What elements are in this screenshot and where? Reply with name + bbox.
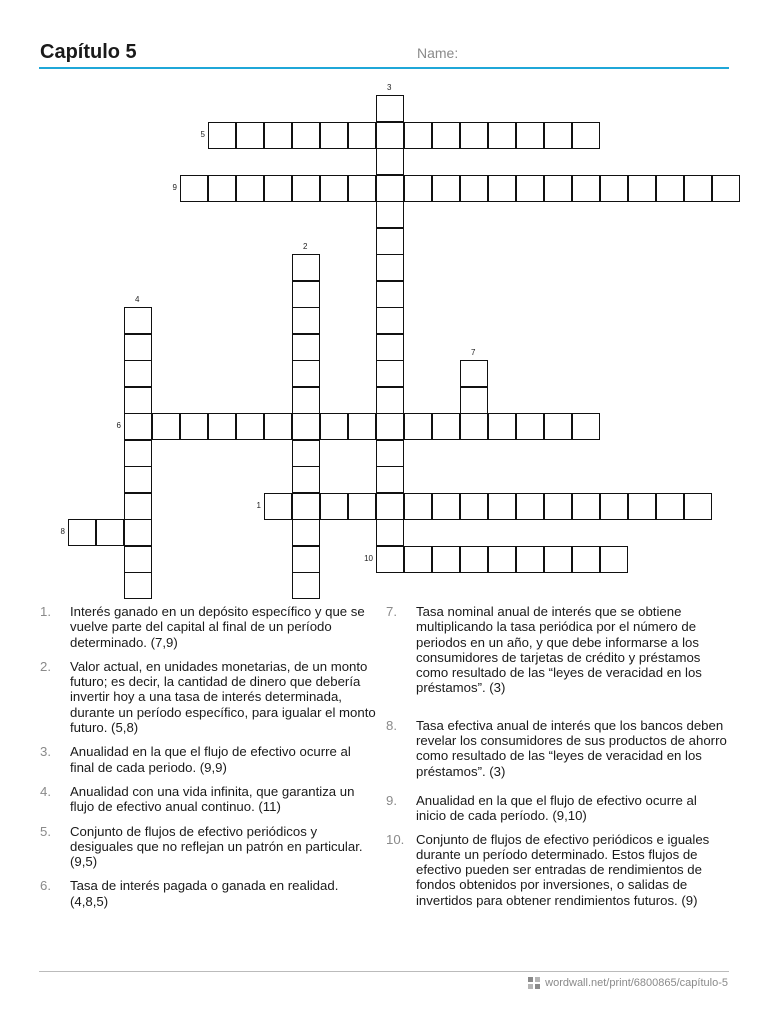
clue-text: Conjunto de flujos de efectivo periódicos y desiguales que no reflejan un patrón en particular. (9,5) xyxy=(70,823,363,870)
clue-number: 5. xyxy=(40,823,51,839)
crossword-cell[interactable] xyxy=(376,228,404,255)
crossword-cell[interactable] xyxy=(236,413,264,440)
crossword-cell[interactable] xyxy=(68,519,96,546)
crossword-cell[interactable] xyxy=(152,413,180,440)
crossword-cell[interactable] xyxy=(320,175,348,202)
clue-number: 8. xyxy=(386,717,397,733)
crossword-cell[interactable] xyxy=(600,175,628,202)
crossword-cell[interactable] xyxy=(460,360,488,387)
crossword-cell[interactable] xyxy=(376,122,404,149)
clue-text: Tasa de interés pagada o ganada en realidad. (4,8,5) xyxy=(70,878,339,909)
crossword-cell[interactable] xyxy=(124,413,152,440)
clue-start-number: 1 xyxy=(256,500,261,510)
crossword-cell[interactable] xyxy=(292,413,320,440)
crossword-cell[interactable] xyxy=(488,175,516,202)
clue-text: Anualidad en la que el flujo de efectivo ocurre al final de cada periodo. (9,9) xyxy=(70,744,351,775)
crossword-cell[interactable] xyxy=(572,493,600,520)
crossword-cell[interactable] xyxy=(376,95,404,122)
crossword-cell[interactable] xyxy=(656,493,684,520)
clue-text: Interés ganado en un depósito específico y que se vuelve parte del capital al final de un período determinado. (7,9) xyxy=(70,604,365,650)
clue-list-left xyxy=(40,604,376,909)
crossword-cell[interactable] xyxy=(180,413,208,440)
clue-item xyxy=(386,832,728,908)
crossword-cell[interactable] xyxy=(124,572,152,599)
clue-item xyxy=(386,604,728,696)
crossword-cell[interactable] xyxy=(404,493,432,520)
crossword-cell[interactable] xyxy=(292,546,320,573)
clue-number: 4. xyxy=(40,783,51,799)
crossword-cell[interactable] xyxy=(516,122,544,149)
crossword-cell[interactable] xyxy=(320,122,348,149)
clue-start-number: 7 xyxy=(471,348,476,357)
crossword-cell[interactable] xyxy=(432,175,460,202)
crossword-cell[interactable] xyxy=(96,519,124,546)
crossword-cell[interactable] xyxy=(292,519,320,546)
crossword-cell[interactable] xyxy=(544,122,572,149)
crossword-cell[interactable] xyxy=(348,493,376,520)
crossword-cell[interactable] xyxy=(656,175,684,202)
clue-start-number: 10 xyxy=(364,553,373,563)
clue-item xyxy=(40,878,376,909)
clue-start-number: 6 xyxy=(116,421,121,430)
crossword-cell[interactable] xyxy=(124,360,152,387)
crossword-cell[interactable] xyxy=(320,413,348,440)
crossword-cell[interactable] xyxy=(488,493,516,520)
wordwall-logo-icon xyxy=(528,977,540,989)
crossword-cell[interactable] xyxy=(376,175,404,202)
crossword-cell[interactable] xyxy=(404,122,432,149)
clue-item xyxy=(386,793,728,824)
crossword-cell[interactable] xyxy=(488,546,516,573)
clue-item xyxy=(40,659,376,735)
name-label: Name: xyxy=(417,45,459,61)
crossword-cell[interactable] xyxy=(376,440,404,467)
crossword-cell[interactable] xyxy=(432,413,460,440)
crossword-cell[interactable] xyxy=(572,175,600,202)
clue-number: 7. xyxy=(386,604,397,619)
crossword-cell[interactable] xyxy=(376,493,404,520)
crossword-cell[interactable] xyxy=(404,175,432,202)
crossword-cell[interactable] xyxy=(628,493,656,520)
clue-item xyxy=(40,784,376,815)
crossword-cell[interactable] xyxy=(432,122,460,149)
crossword-cell[interactable] xyxy=(460,122,488,149)
crossword-cell[interactable] xyxy=(684,175,712,202)
crossword-cell[interactable] xyxy=(124,493,152,520)
crossword-cell[interactable] xyxy=(376,201,404,228)
crossword-cell[interactable] xyxy=(544,413,572,440)
clue-text: Conjunto de flujos de efectivo periódicos e iguales durante un período determinado. Estos flujos de efectivo pueden ser entradas de rendimientos de fondos obtenidos por inversiones, o salidas de invertidos para obtener rendimientos futuros. (9) xyxy=(416,831,710,908)
crossword-cell[interactable] xyxy=(292,254,320,281)
crossword-cell[interactable] xyxy=(684,493,712,520)
crossword-cell[interactable] xyxy=(264,413,292,440)
clue-number: 2. xyxy=(40,658,51,674)
crossword-cell[interactable] xyxy=(404,413,432,440)
crossword-cell[interactable] xyxy=(376,254,404,281)
crossword-cell[interactable] xyxy=(460,175,488,202)
clue-start-number: 4 xyxy=(135,295,140,304)
crossword-cell[interactable] xyxy=(460,546,488,573)
clue-start-number: 3 xyxy=(387,83,392,92)
crossword-cell[interactable] xyxy=(516,175,544,202)
clue-number: 10. xyxy=(386,831,405,847)
crossword-cell[interactable] xyxy=(264,122,292,149)
crossword-cell[interactable] xyxy=(376,519,404,546)
crossword-cell[interactable] xyxy=(572,546,600,573)
crossword-cell[interactable] xyxy=(376,360,404,387)
clue-number: 3. xyxy=(40,744,51,760)
crossword-cell[interactable] xyxy=(292,572,320,599)
crossword-cell[interactable] xyxy=(124,334,152,361)
crossword-cell[interactable] xyxy=(572,122,600,149)
crossword-cell[interactable] xyxy=(236,122,264,149)
crossword-cell[interactable] xyxy=(264,175,292,202)
crossword-cell[interactable] xyxy=(376,387,404,414)
footer xyxy=(528,977,728,989)
crossword-cell[interactable] xyxy=(376,546,404,573)
crossword-cell[interactable] xyxy=(348,175,376,202)
crossword-cell[interactable] xyxy=(544,493,572,520)
crossword-cell[interactable] xyxy=(404,546,432,573)
crossword-cell[interactable] xyxy=(292,334,320,361)
crossword-cell[interactable] xyxy=(208,413,236,440)
crossword-cell[interactable] xyxy=(348,122,376,149)
clue-start-number: 8 xyxy=(60,527,65,536)
crossword-cell[interactable] xyxy=(236,175,264,202)
clue-item xyxy=(40,824,376,870)
crossword-cell[interactable] xyxy=(124,440,152,467)
crossword-cell[interactable] xyxy=(208,122,236,149)
crossword-cell[interactable] xyxy=(488,122,516,149)
crossword-cell[interactable] xyxy=(544,546,572,573)
crossword-cell[interactable] xyxy=(124,307,152,334)
crossword-cell[interactable] xyxy=(516,413,544,440)
clue-list-right xyxy=(386,604,728,908)
crossword-cell[interactable] xyxy=(292,440,320,467)
crossword-cell[interactable] xyxy=(460,387,488,414)
clue-number: 1. xyxy=(40,604,51,619)
crossword-cell[interactable] xyxy=(376,334,404,361)
crossword-cell[interactable] xyxy=(376,413,404,440)
crossword-cell[interactable] xyxy=(376,148,404,175)
clue-start-number: 9 xyxy=(172,182,177,192)
clue-start-number: 5 xyxy=(200,129,205,139)
clue-text: Valor actual, en unidades monetarias, de un monto futuro; es decir, la cantidad de dinero que debería invertir hoy a una tasa de interés determinada, durante un período específico, para igualar el monto futuro. (5,8) xyxy=(70,658,376,736)
clue-text: Tasa efectiva anual de interés que los bancos deben revelar los consumidores de sus productos de ahorro como resultado de las “leyes de veracidad en los préstamos”. (3) xyxy=(416,717,727,779)
crossword-cell[interactable] xyxy=(292,175,320,202)
clue-number: 9. xyxy=(386,792,397,808)
crossword-cell[interactable] xyxy=(600,493,628,520)
crossword-cell[interactable] xyxy=(292,281,320,308)
footer-url: wordwall.net/print/6800865/capítulo-5 xyxy=(545,977,728,989)
crossword-cell[interactable] xyxy=(572,413,600,440)
crossword-cell[interactable] xyxy=(292,466,320,493)
crossword-cell[interactable] xyxy=(292,307,320,334)
crossword-cell[interactable] xyxy=(124,466,152,493)
crossword-cell[interactable] xyxy=(376,281,404,308)
crossword-cell[interactable] xyxy=(488,413,516,440)
clue-number: 6. xyxy=(40,878,51,894)
crossword-cell[interactable] xyxy=(264,493,292,520)
crossword-cell[interactable] xyxy=(600,546,628,573)
clue-item xyxy=(40,604,376,650)
crossword-cell[interactable] xyxy=(180,175,208,202)
clue-item xyxy=(40,744,376,775)
clue-text: Tasa nominal anual de interés que se obtiene multiplicando la tasa periódica por el número de periodos en un año, y que debe informarse a los consumidores de tarjetas de crédito y préstamos como resultado de las “leyes de veracidad en los préstamos”. (3) xyxy=(416,604,702,696)
crossword-cell[interactable] xyxy=(292,387,320,414)
clue-text: Anualidad con una vida infinita, que garantiza un flujo de efectivo anual continuo. (11) xyxy=(70,783,355,815)
crossword-cell[interactable] xyxy=(124,546,152,573)
crossword-cell[interactable] xyxy=(292,360,320,387)
crossword-cell[interactable] xyxy=(292,493,320,520)
crossword-cell[interactable] xyxy=(516,493,544,520)
crossword-cell[interactable] xyxy=(348,413,376,440)
crossword-cell[interactable] xyxy=(124,519,152,546)
crossword-cell[interactable] xyxy=(376,466,404,493)
clue-text: Anualidad en la que el flujo de efectivo ocurre al inicio de cada período. (9,10) xyxy=(416,792,697,824)
crossword-cell[interactable] xyxy=(432,493,460,520)
crossword-cell[interactable] xyxy=(124,387,152,414)
crossword-cell[interactable] xyxy=(292,122,320,149)
page-title: Capítulo 5 xyxy=(40,41,137,63)
crossword-cell[interactable] xyxy=(208,175,236,202)
crossword-cell[interactable] xyxy=(712,175,740,202)
crossword-cell[interactable] xyxy=(628,175,656,202)
crossword-cell[interactable] xyxy=(460,413,488,440)
crossword-cell[interactable] xyxy=(516,546,544,573)
crossword-cell[interactable] xyxy=(460,493,488,520)
crossword-cell[interactable] xyxy=(320,493,348,520)
footer-divider xyxy=(39,971,729,972)
clue-start-number: 2 xyxy=(303,242,308,251)
crossword-cell[interactable] xyxy=(376,307,404,334)
crossword-cell[interactable] xyxy=(544,175,572,202)
crossword-cell[interactable] xyxy=(432,546,460,573)
clue-item xyxy=(386,718,728,779)
